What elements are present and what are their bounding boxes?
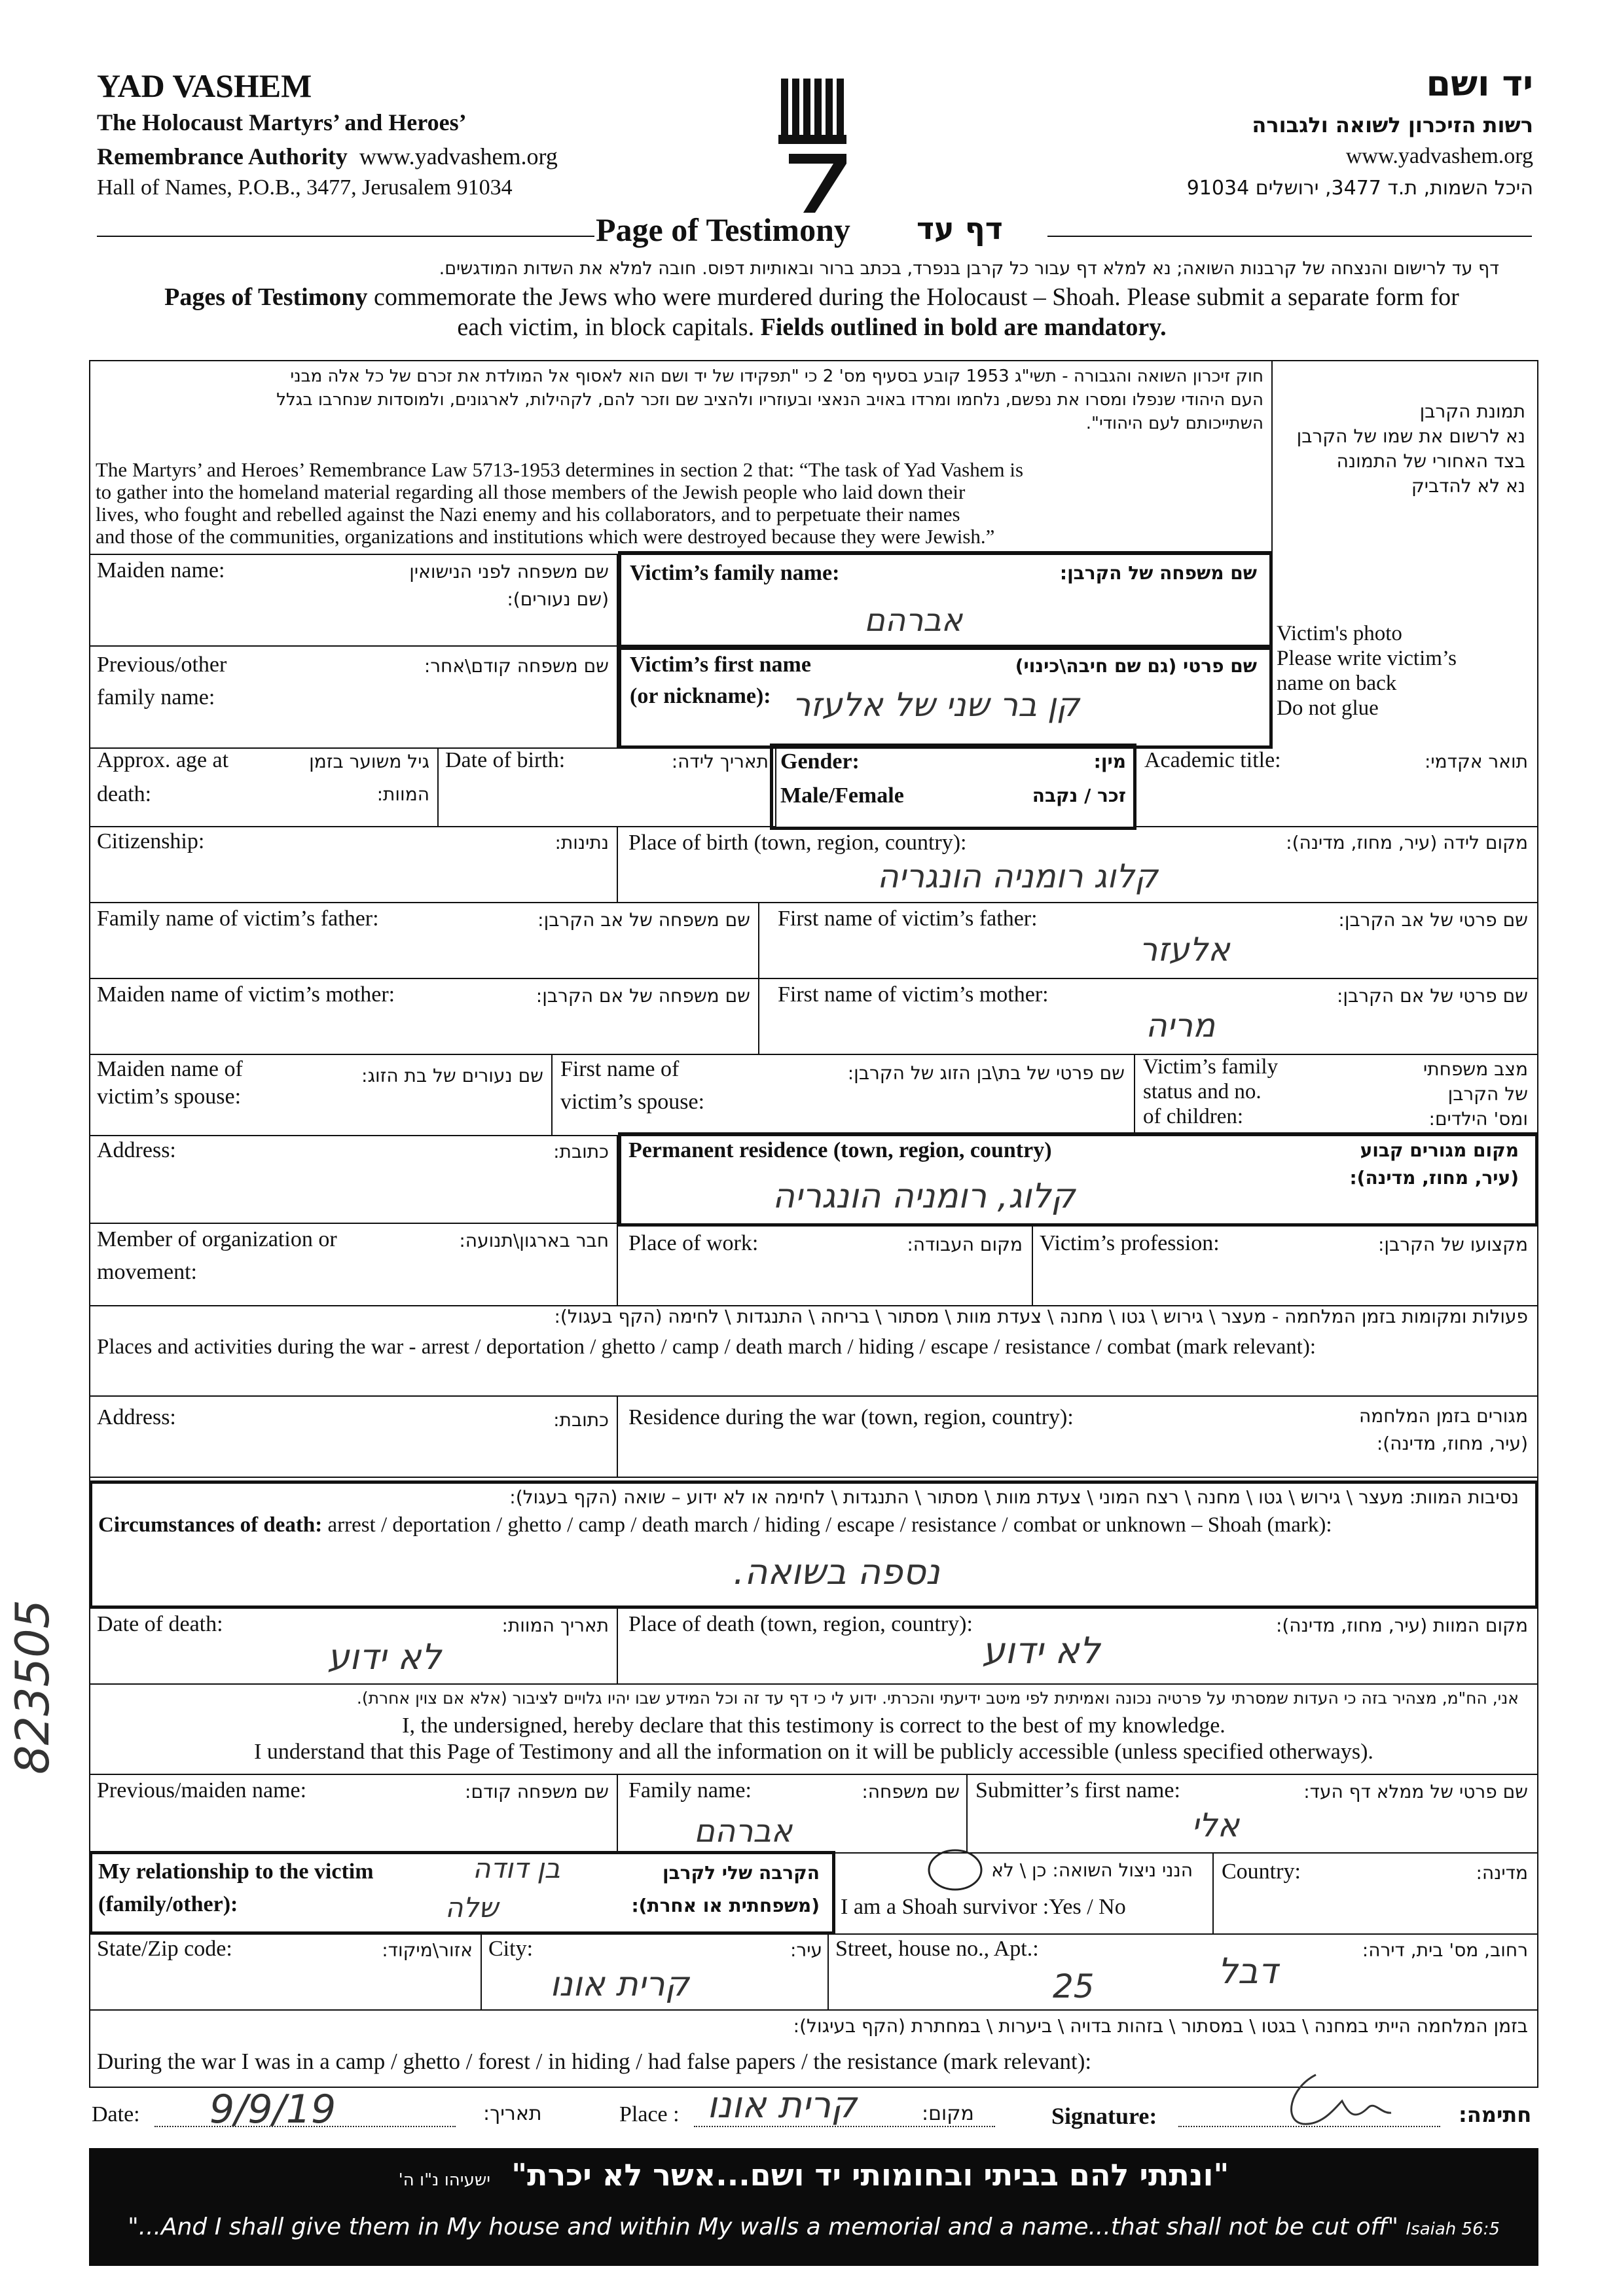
photo-en-2: Please write victim’s — [1277, 647, 1457, 670]
place-of-death-label: Place of death (town, region, country): — [628, 1612, 973, 1636]
photo-en-1: Victim's photo — [1277, 622, 1402, 645]
circumstances-label-he: נסיבות המוות: מעצר \ גירוש \ גטו \ מחנה \ רצח המוני \ צעדת מוות \ מסתור \ התנגדות \ לחימה או לא ידוע – שואה (הקף בעגול): — [509, 1486, 1519, 1508]
photo-he-1: תמונת הקרבן — [1419, 401, 1525, 422]
profession-label: Victim’s profession: — [1040, 1231, 1220, 1255]
org-line1-en: The Holocaust Martyrs’ and Heroes’ — [97, 109, 467, 135]
org-name-he: יד ושם — [1426, 63, 1533, 104]
maiden-name-label-he2: (שם נעורים): — [507, 588, 609, 610]
intro-en-line2 — [98, 313, 1525, 342]
org-name-en: YAD VASHEM — [97, 67, 312, 104]
address-label: Address: — [97, 1138, 176, 1162]
war-address-label-he: כתובת: — [553, 1409, 609, 1431]
father-family-label-he: שם משפחה של אב הקרבן: — [537, 909, 750, 931]
birthplace-value: קלוג רומניה הונגריה — [877, 857, 1158, 895]
signature-label: Signature: — [1051, 2103, 1157, 2129]
dob-label-he: תאריך לידה: — [671, 751, 769, 772]
street-value: דבל — [1218, 1950, 1278, 1992]
age-label-he: גיל משוער בזמן — [309, 751, 429, 772]
first-name-label-2: (or nickname): — [630, 684, 771, 708]
law-he-2: העם היהודי שנפלו ומסרו את נפשם, נלחמו ומרדו באויב הנאצי ובעוזריו ולהציב שם וזכר להם, לקהילות, לארגונים, ולמוסדות שנחרבו בגלל — [276, 390, 1263, 410]
law-he-1: חוק זיכרון השואה והגבורה - תשי"ג 1953 קובע בסעיף מס' 2 כי "תפקידו של יד ושם הוא לאסוף אל המולדת את זכרם של כל אלה מבני — [290, 367, 1263, 386]
verse-he — [89, 2157, 1538, 2193]
photo-he-4: נא לא להדביק — [1411, 475, 1525, 497]
war-residence-label: Residence during the war (town, region, country): — [628, 1405, 1074, 1429]
family-status-label-he2: של הקרבן — [1447, 1083, 1528, 1105]
intro-he: דף עד לרישום והנצחה של קרבנות השואה; נא למלא דף עבור כל קרבן בנפרד, בכתב ברור ובאותיות דפוס. חובה למלא את השדות המודגשים. — [439, 259, 1499, 279]
yad-vashem-logo — [776, 72, 854, 216]
circumstances-label-bold: Circumstances of death: — [98, 1513, 323, 1537]
submitter-family-label-he: שם משפחה: — [862, 1781, 960, 1803]
photo-he-3: בצד האחורי של התמונה — [1336, 450, 1525, 472]
relationship-label-he: הקרבה שלי לקרבן — [662, 1862, 820, 1884]
spouse-first-label-2: victim’s spouse: — [560, 1090, 705, 1114]
first-name-label: Victim’s first name — [630, 653, 811, 677]
family-status-label: Victim’s family — [1143, 1055, 1279, 1079]
permanent-residence-label-he: מקום מגורים קבוע — [1360, 1139, 1519, 1161]
website-he[interactable]: www.yadvashem.org — [1345, 144, 1533, 168]
verse-en-ref: Isaiah 56:5 — [1406, 2219, 1500, 2239]
address-en: Hall of Names, P.O.B., 3477, Jerusalem 91034 — [97, 175, 513, 200]
submitter-first-label: Submitter’s first name: — [975, 1778, 1180, 1803]
family-name-label: Victim’s family name: — [630, 561, 840, 585]
age-label: Approx. age at — [97, 748, 229, 772]
law-en-4: and those of the communities, organizations and institutions which were destroyed because they were Jewish.” — [96, 525, 995, 548]
permanent-residence-label-he2: (עיר, מחוז, מדינה): — [1349, 1167, 1519, 1189]
relationship-label-2: (family/other): — [98, 1892, 238, 1916]
spouse-first-label-he: שם פרטי של בת\בן הזוג של הקרבן: — [847, 1062, 1125, 1084]
organization-label: Member of organization or — [97, 1227, 337, 1251]
previous-name-label-2: family name: — [97, 685, 215, 709]
intro-en-line2-text: each victim, in block capitals. — [457, 314, 761, 341]
gender-options[interactable]: Male/Female — [780, 783, 904, 808]
family-status-label-2: status and no. — [1143, 1080, 1262, 1103]
academic-label: Academic title: — [1144, 748, 1281, 772]
photo-he-2: נא לרשום את שמו של הקרבן — [1296, 425, 1525, 447]
war-residence-label-he2: (עיר, מחוז, מדינה): — [1376, 1433, 1528, 1454]
age-label-2: death: — [97, 782, 152, 806]
profession-label-he: מקצועו של הקרבן: — [1377, 1234, 1528, 1255]
org-line2-en — [97, 143, 558, 170]
father-first-label: First name of victim’s father: — [778, 906, 1038, 931]
city-label-he: עיר: — [790, 1939, 822, 1961]
verse-he-text: "ונתתי להם בביתי ובחומותי יד ושם...אשר לא יכרת" — [511, 2157, 1229, 2193]
dob-label: Date of birth: — [445, 748, 566, 772]
family-name-value: אברהם — [864, 602, 963, 639]
relationship-label-he2: (משפחתית או אחרת): — [631, 1895, 820, 1916]
mother-first-value: מריה — [1146, 1007, 1216, 1045]
spouse-maiden-label: Maiden name of — [97, 1057, 243, 1081]
date-of-death-label-he: תאריך המוות: — [501, 1615, 609, 1636]
date-label-he: תאריך: — [483, 2102, 542, 2125]
gender-options-he[interactable]: זכר / נקבה — [1032, 785, 1126, 806]
circumstances-value: נספה בשואה. — [733, 1551, 940, 1592]
submitter-first-value: אלי — [1191, 1806, 1240, 1844]
address-label-he: כתובת: — [553, 1141, 609, 1162]
previous-name-label-he: שם משפחה קודם\אחר: — [424, 655, 609, 677]
submitter-family-value: אברהם — [694, 1813, 793, 1850]
photo-en-3: name on back — [1277, 672, 1397, 695]
date-of-death-value: לא ידוע — [327, 1636, 442, 1677]
declaration-en-1: I, the undersigned, hereby declare that this testimony is correct to the best of my knowledge. — [402, 1713, 1226, 1738]
spouse-maiden-label-he: שם נעורים של בת הזוג: — [361, 1065, 543, 1086]
family-name-label-he: שם משפחה של הקרבן: — [1059, 562, 1257, 584]
organization-label-2: movement: — [97, 1260, 197, 1284]
war-location-label: During the war I was in a camp / ghetto / forest / in hiding / had false papers / the resistance (mark relevant): — [97, 2049, 1092, 2074]
intro-en-line1 — [98, 283, 1525, 312]
intro-en-mandatory: Fields outlined in bold are mandatory. — [760, 314, 1167, 341]
spouse-first-label: First name of — [560, 1057, 680, 1081]
law-en-3: lives, who fought and rebelled against the Nazi enemy and his collaborators, and to perpetuate their names — [96, 503, 960, 526]
place-value[interactable]: קרית אונו — [707, 2084, 857, 2126]
survivor-label-he[interactable]: הנני ניצול השואה: כן \ לא — [991, 1859, 1193, 1881]
permanent-residence-label: Permanent residence (town, region, country) — [628, 1138, 1052, 1162]
maiden-name-label-he: שם משפחה לפני הנישואין — [409, 561, 609, 583]
organization-label-he: חבר בארגון\תנועה: — [459, 1230, 609, 1251]
verse-en — [89, 2214, 1538, 2240]
citizenship-label-he: נתינות: — [554, 832, 609, 853]
place-label-he: מקום: — [922, 2102, 974, 2125]
relationship-label: My relationship to the victim — [98, 1859, 374, 1884]
first-name-value: קן בר שני של אלעזר — [792, 686, 1080, 724]
zip-label: State/Zip code: — [97, 1937, 232, 1961]
father-family-label: Family name of victim’s father: — [97, 906, 379, 931]
war-address-label: Address: — [97, 1405, 176, 1429]
mother-maiden-label: Maiden name of victim’s mother: — [97, 982, 395, 1007]
zip-label-he: אזור\מיקוד: — [382, 1939, 473, 1961]
gender-label: Gender: — [780, 749, 860, 774]
circumstances-label — [98, 1513, 1332, 1537]
org-line1-he: רשות הזיכרון לשואה ולגבורה — [1252, 113, 1533, 137]
street-label: Street, house no., Apt.: — [835, 1937, 1039, 1961]
age-label-he2: המוות: — [376, 783, 429, 805]
signature-label-he: חתימה: — [1459, 2102, 1532, 2127]
law-en-1: The Martyrs’ and Heroes’ Remembrance Law 5713-1953 determines in section 2 that: “The task of Yad Vashem is — [96, 458, 1024, 481]
workplace-label-he: מקום העבודה: — [907, 1234, 1023, 1255]
address-he: היכל השמות, ת.ד 3477, ירושלים 91034 — [1186, 177, 1533, 200]
photo-en-4: Do not glue — [1277, 696, 1379, 720]
header-rule-left — [97, 236, 594, 237]
spouse-maiden-label-2: victim’s spouse: — [97, 1085, 242, 1109]
permanent-residence-value: קלוג, רומניה הונגריה — [772, 1177, 1076, 1216]
relationship-value: בן דודה — [473, 1852, 560, 1884]
place-label: Place : — [619, 2102, 680, 2126]
maiden-name-label: Maiden name: — [97, 558, 225, 583]
page-title: Page of Testimony — [596, 211, 850, 248]
date-label: Date: — [92, 2102, 140, 2126]
family-status-label-he3: ומס' הילדים: — [1428, 1108, 1528, 1130]
org-line2-text: Remembrance Authority — [97, 143, 348, 170]
country-label: Country: — [1222, 1859, 1301, 1884]
date-value[interactable]: 9/9/19 — [209, 2087, 336, 2132]
place-of-death-label-he: מקום המוות (עיר, מחוז, מדינה): — [1275, 1615, 1528, 1636]
circumstances-label-rest: arrest / deportation / ghetto / camp / death march / hiding / escape / resistance / combat or unknown – Shoah (mark): — [322, 1513, 1332, 1537]
mother-maiden-label-he: שם משפחה של אם הקרבן: — [536, 985, 750, 1007]
street-label-he: רחוב, מס' בית, דירה: — [1362, 1939, 1528, 1961]
city-value: קרית אונו — [550, 1965, 689, 2004]
intro-en-bold: Pages of Testimony — [164, 283, 368, 311]
previous-name-label: Previous/other — [97, 653, 227, 677]
relationship-value-2: שלה — [445, 1892, 499, 1924]
website-en[interactable]: www.yadvashem.org — [359, 143, 558, 170]
activities-label-he: פעולות ומקומות בזמן המלחמה - מעצר \ גירוש \ גטו \ מחנה \ צעדת מוות \ מסתור \ בריחה \ התנגדות \ לחימה (הקף בעגול): — [554, 1306, 1528, 1327]
survivor-no-circle — [926, 1847, 985, 1893]
submitter-family-label: Family name: — [628, 1778, 752, 1803]
declaration-he: אני, הח"מ, מצהיר בזה כי העדות שמסרתי על פרטיה נכונה ואמיתית לפי מיטב ידיעתי והכרתי. ידוע לי כי דף עד זה וכל המידע שבו יהיו גלויים לציבור (אלא אם צוין אחרת). — [356, 1689, 1519, 1708]
mother-first-label: First name of victim’s mother: — [778, 982, 1049, 1007]
submitter-first-label-he: שם פרטי של ממלא דף העד: — [1303, 1781, 1528, 1803]
submitter-prev-name-label: Previous/maiden name: — [97, 1778, 307, 1803]
survivor-label[interactable]: I am a Shoah survivor :Yes / No — [841, 1895, 1126, 1919]
submitter-prev-name-label-he: שם משפחה קודם: — [465, 1781, 609, 1803]
citizenship-label: Citizenship: — [97, 829, 205, 853]
date-of-death-label: Date of death: — [97, 1612, 223, 1636]
law-he-3: השתייכותם לעם היהודי". — [1085, 414, 1263, 433]
signature-scribble[interactable] — [1277, 2062, 1421, 2134]
war-location-label-he: בזמן המלחמה הייתי במחנה \ בגטו \ במסתור \ בזהות בדויה \ ביערות \ במחתרת (הקף בעיגול): — [793, 2015, 1528, 2037]
father-first-label-he: שם פרטי של אב הקרבן: — [1338, 909, 1528, 931]
mother-first-label-he: שם פרטי של אם הקרבן: — [1337, 985, 1528, 1007]
family-status-label-3: of children: — [1143, 1105, 1244, 1128]
verse-he-ref: ישעיהו נ"ו ה' — [398, 2170, 491, 2190]
city-label: City: — [488, 1937, 534, 1961]
activities-label: Places and activities during the war - arrest / deportation / ghetto / camp / death march / hiding / escape / resistance / combat (mark relevant): — [97, 1335, 1317, 1359]
gender-label-he: מין: — [1093, 751, 1126, 772]
margin-number: 823505 — [6, 1599, 60, 1774]
intro-en-rest: commemorate the Jews who were murdered during the Holocaust – Shoah. Please submit a separate form for — [367, 283, 1459, 311]
law-en-2: to gather into the homeland material regarding all those members of the Jewish people who laid down their — [96, 480, 966, 503]
father-first-value: אלעזר — [1139, 931, 1230, 969]
verse-en-text: "...And I shall give them in My house and within My walls a memorial and a name...that shall not be cut off" — [128, 2214, 1399, 2240]
country-label-he: מדינה: — [1476, 1862, 1528, 1884]
place-of-death-value: לא ידוע — [982, 1630, 1100, 1672]
page-title-he: דף עד — [917, 211, 1003, 246]
declaration-en-2: I understand that this Page of Testimony and all the information on it will be publicly accessible (unless specified otherways). — [254, 1740, 1373, 1764]
family-status-label-he: מצב משפחתי — [1423, 1058, 1528, 1080]
academic-label-he: תואר אקדמי: — [1424, 751, 1528, 772]
header-rule-right — [1047, 236, 1532, 237]
first-name-label-he: שם פרטי (גם שם חיבה\כינוי) — [1015, 655, 1257, 677]
birthplace-label: Place of birth (town, region, country): — [628, 831, 967, 855]
war-residence-label-he: מגורים בזמן המלחמה — [1359, 1405, 1528, 1427]
workplace-label: Place of work: — [628, 1231, 759, 1255]
birthplace-label-he: מקום לידה (עיר, מחוז, מדינה): — [1286, 832, 1528, 853]
street-number-value: 25 — [1053, 1967, 1095, 2005]
